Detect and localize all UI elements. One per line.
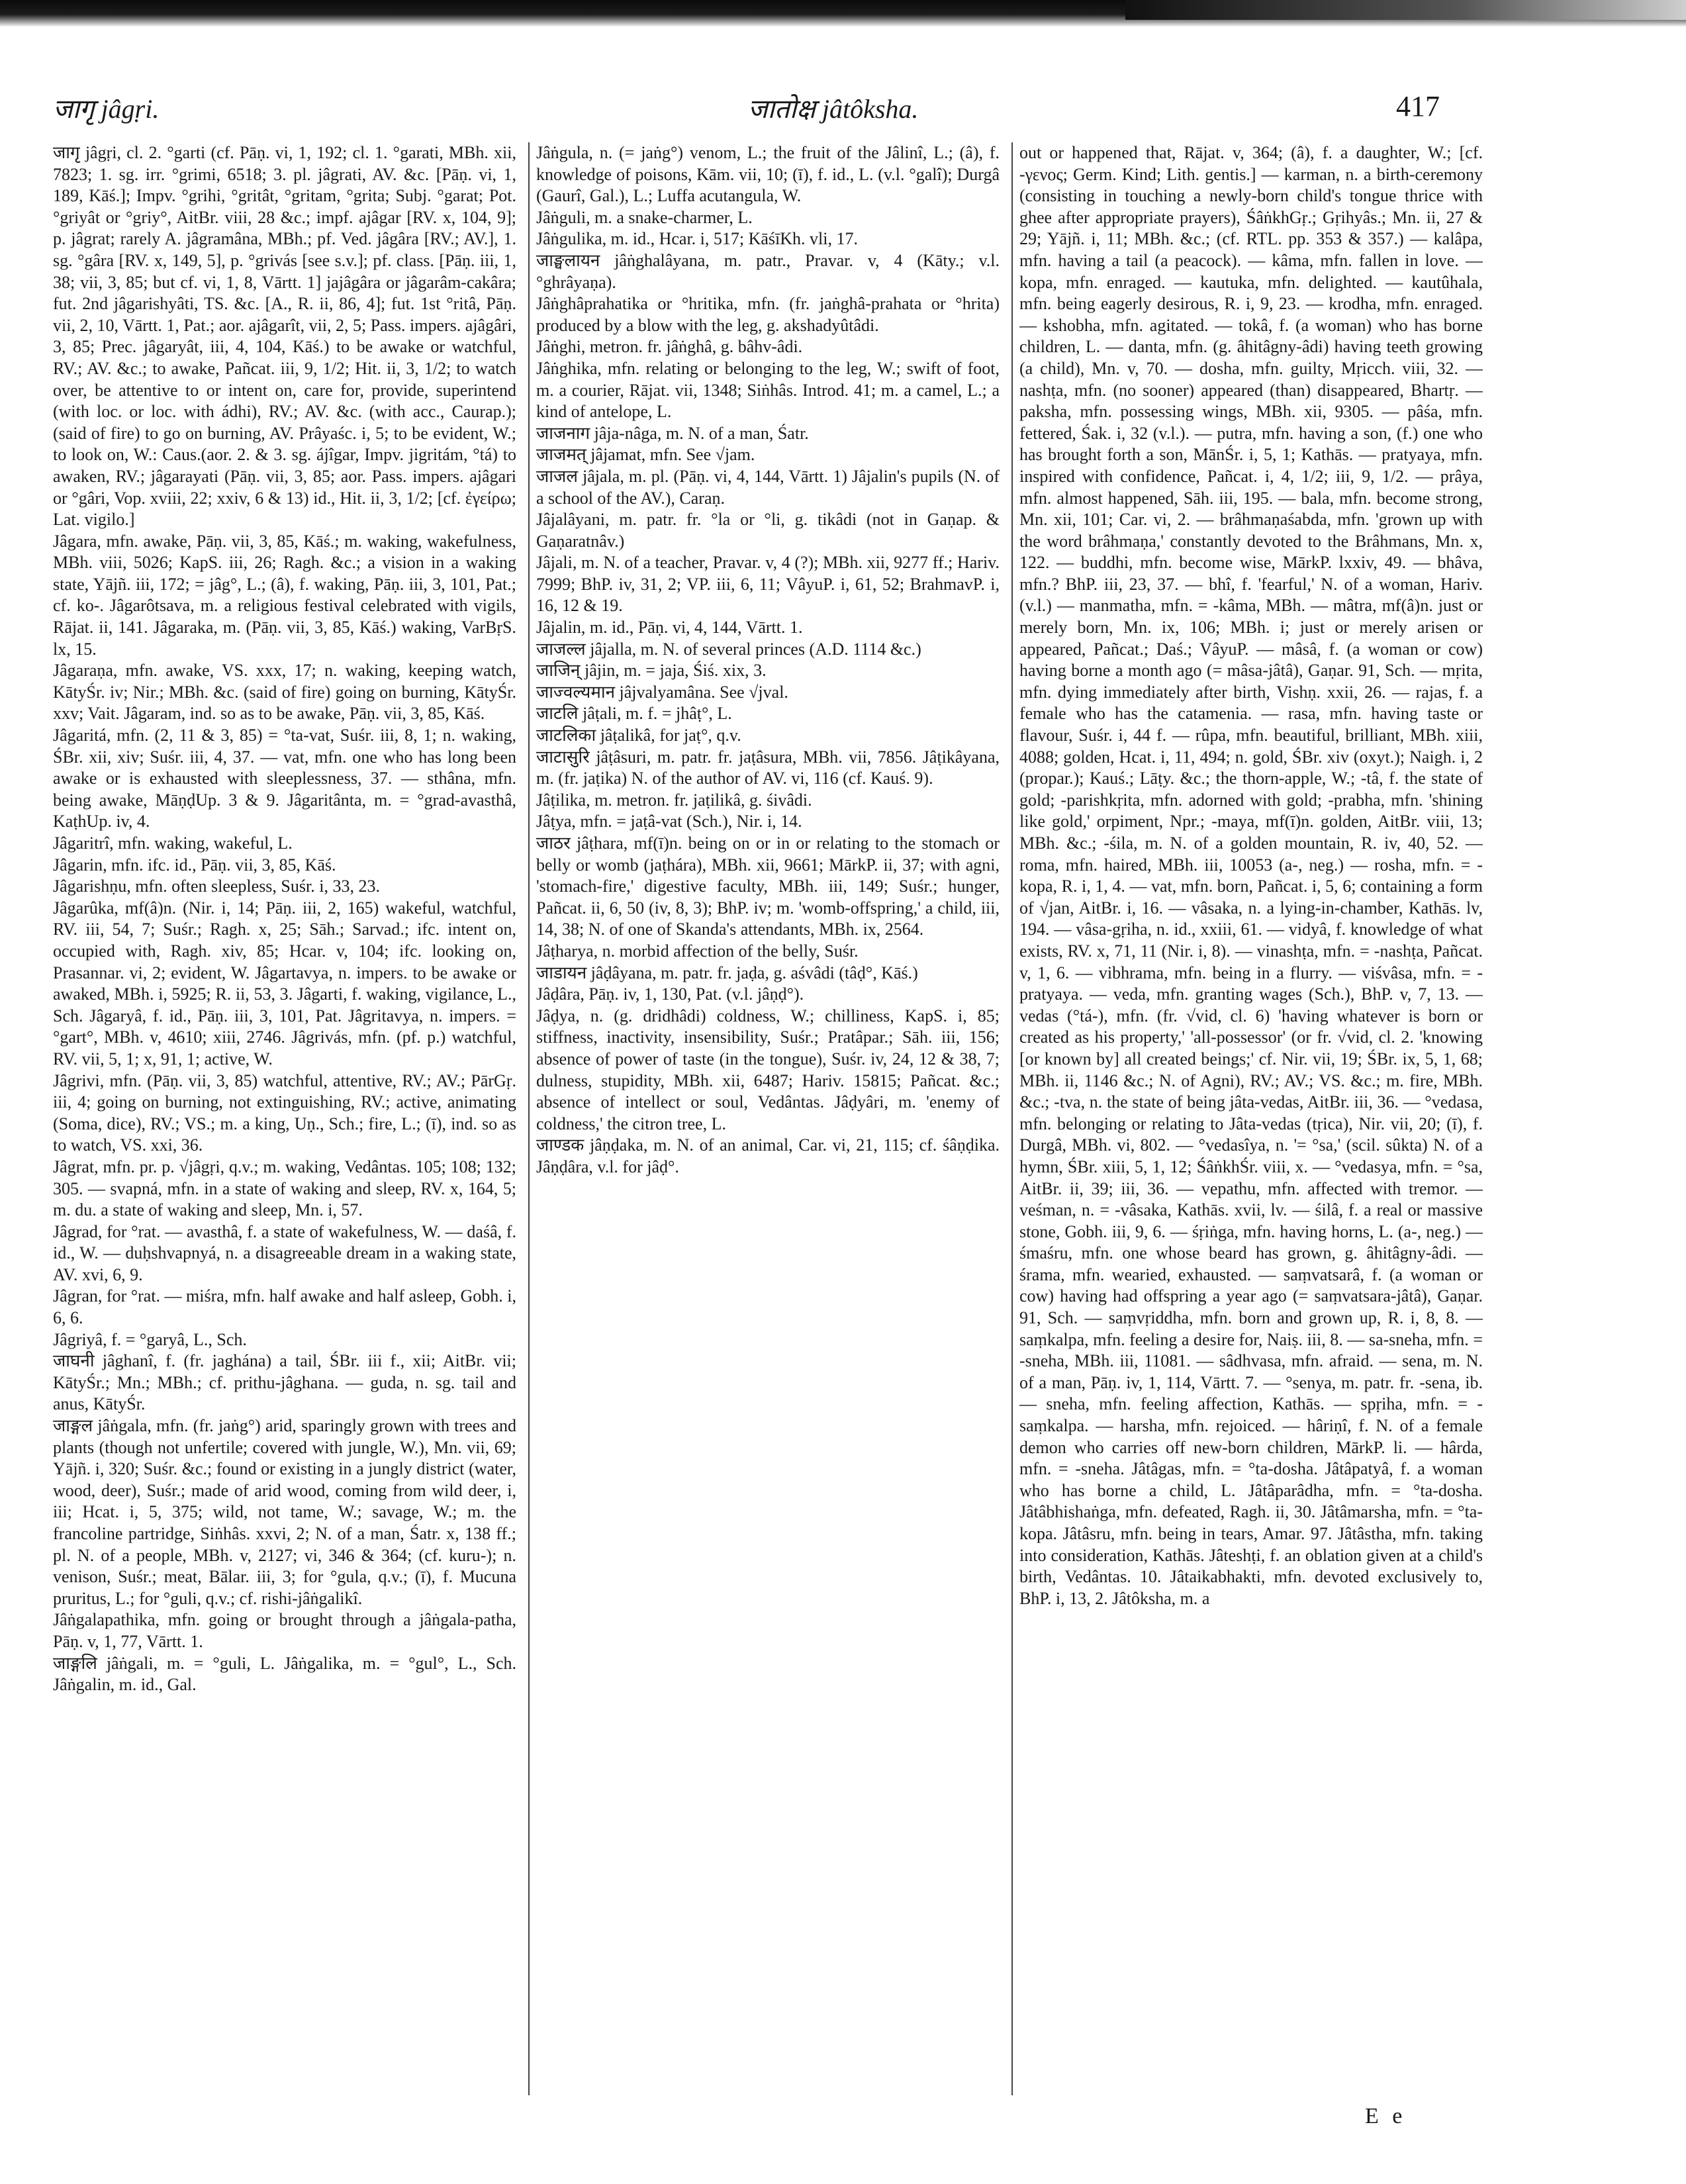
dictionary-entry: जाटलि jâṭali, m. f. = jhâṭ°, L. — [536, 704, 732, 724]
dictionary-entry: जाजिन् jâjin, m. = jaja, Śiś. xix, 3. — [536, 661, 767, 681]
dictionary-entry: जाघनी jâghanî, f. (fr. jaghána) a tail, ŚBr. iii f., xii; AitBr. vii; KātyŚr.; Mn.; MBh.; cf. prithu-jâghana. — guda, n. sg. tail and anus, KātyŚr. — [53, 1351, 516, 1414]
dictionary-entry: जाजल्ल jâjalla, m. N. of several princes (A.D. 1114 &c.) — [536, 639, 921, 659]
dictionary-entry: Jâḍya, n. (g. dridhâdi) coldness, W.; chilliness, KapS. i, 85; stiffness, inactivity, insensibility, Suśr.; Pratâpar.; Sāh. iii, 156; absence of power of taste (in the tongue), Suśr. iv, 24, 12 & 38, 7; dulness, stupidity, MBh. xii, 6487; Hariv. 15815; Pañcat. &c.; absence of intellect or soul, Vedântas. Jâḍyâri, m. 'enemy of coldness,' the citron tree, L. — [536, 1006, 1000, 1133]
dictionary-entry: Jâṭya, mfn. = jaṭâ-vat (Sch.), Nir. i, 14. — [536, 812, 802, 831]
column-1 — [53, 142, 516, 2109]
header-right-guideword: जातोक्ष jâtôksha. — [748, 94, 919, 124]
dictionary-entry: जाटलिका jâṭalikâ, for jaṭ°, q.v. — [536, 726, 741, 745]
header-left-guideword: जागृ jâgṛi. — [53, 94, 160, 124]
dictionary-entry: जाठर jâṭhara, mf(ī)n. being on or in or relating to the stomach or belly or womb (jaṭhára), MBh. xii, 9661; MārkP. ii, 37; with agni, 'stomach-fire,' digestive faculty, MBh. iii, 149; Suśr.; hunger, Pañcat. ii, 6, 50 (iv, 8, 3); BhP. iv; m. 'womb-offspring,' a child, iii, 14, 38; N. of one of Skanda's attendants, MBh. ix, 2564. — [536, 833, 1000, 939]
signature-mark: E e — [1365, 2104, 1407, 2128]
dictionary-entry: Jâṅghi, metron. fr. jâṅghâ, g. bâhv-âdi. — [536, 337, 803, 357]
dictionary-entry: Jâgaraṇa, mfn. awake, VS. xxx, 17; n. waking, keeping watch, KātyŚr. iv; Nir.; MBh. &c. (said of fire) going on burning, KātyŚr. xxv; Vait. Jâgaram, ind. so as to be awake, Pāṇ. vii, 3, 85, Kāś. — [53, 661, 516, 724]
dictionary-entry: Jâgaritá, mfn. (2, 11 & 3, 85) = °ta-vat, Suśr. iii, 8, 1; n. waking, ŚBr. xii, xiv; Suśr. iii, 4, 37. — vat, mfn. one who has long been awake or is exhausted with sleeplessness, 37. — sthâna, mfn. being awake, MāṇḍUp. 3 & 9. Jâgaritânta, m. = °grad-avasthâ, KaṭhUp. iv, 4. — [53, 726, 516, 831]
dictionary-entry: Jâḍâra, Pāṇ. iv, 1, 130, Pat. (v.l. jâṇḍ°). — [536, 984, 804, 1004]
dictionary-entry: Jâgarishṇu, mfn. often sleepless, Suśr. i, 33, 23. — [53, 877, 380, 896]
dictionary-entry: Jâṅgalapathika, mfn. going or brought through a jâṅgala-patha, Pāṇ. v, 1, 77, Vārtt. 1. — [53, 1610, 516, 1651]
dictionary-entry: जाजल jâjala, m. pl. (Pāṇ. vi, 4, 144, Vārtt. 1) Jâjalin's pupils (N. of a school of the AV.), Caraṇ. — [536, 466, 1000, 508]
dictionary-entry: Jâgran, for °rat. — miśra, mfn. half awake and half asleep, Gobh. i, 6, 6. — [53, 1286, 516, 1328]
dictionary-columns — [53, 142, 1483, 2109]
column-2 — [536, 142, 1000, 2109]
dictionary-entry: Jâṭharya, n. morbid affection of the belly, Suśr. — [536, 941, 859, 961]
dictionary-entry: जाटासुरि jâṭâsuri, m. patr. fr. jaṭâsura, MBh. vii, 7856. Jâṭikâyana, m. (fr. jaṭika) N. of the author of AV. vi, 116 (cf. Kauś. 9). — [536, 747, 1000, 788]
dictionary-entry: जाण्डक jâṇḍaka, m. N. of an animal, Car. vi, 21, 115; cf. śâṇḍika. Jâṇḍâra, v.l. for jâḍ°. — [536, 1135, 1000, 1176]
dictionary-entry: जाङ्घलायन jâṅghalâyana, m. patr., Pravar. v, 4 (Kāty.; v.l. °ghrâyaṇa). — [536, 250, 1000, 292]
dictionary-entry: Jâṅghâprahatika or °hritika, mfn. (fr. jaṅghâ-prahata or °hrita) produced by a blow with the leg, g. akshadyûtâdi. — [536, 294, 1000, 335]
dictionary-entry: Jâjali, m. N. of a teacher, Pravar. v, 4 (?); MBh. xii, 9277 ff.; Hariv. 7999; BhP. iv, 31, 2; VP. iii, 6, 11; VâyuP. i, 61, 52; BrahmavP. i, 16, 12 & 19. — [536, 553, 1000, 616]
dictionary-entry: Jâṅgula, n. (= jaṅg°) venom, L.; the fruit of the Jâlinî, L.; (â), f. knowledge of poisons, Kām. vii, 10; (ī), f. id., L. (v.l. °galî); Durgâ (Gaurî, Gal.), L.; Luffa acutangula, W. — [536, 143, 1000, 206]
dictionary-entry: जागृ jâgṛi, cl. 2. °garti (cf. Pāṇ. vi, 1, 192; cl. 1. °garati, MBh. xii, 7823; 1. sg. irr. °grimi, 6518; 3. pl. jâgrati, AV. &c. [Pāṇ. vi, 1, 189, Kāś.]; Impv. °grihi, °gritât, °gritam, °grita; Subj. °garat; Pot. °griyât or °griy°, AitBr. viii, 28 &c.; impf. ajâgar [RV. x, 104, 9]; p. jâgrat; rarely A. jâgramâna, MBh.; pf. Ved. jâgâra [RV.; AV.], 1. sg. °gâra [RV. x, 149, 5], p. °grivás [see s.v.]; pf. class. [Pāṇ. iii, 1, 38; vii, 3, 85; but cf. vi, 1, 8, Vārtt. 1] jajâgâra or jâgarâm-cakâra; fut. 2nd jâgarishyâti, TS. &c. [A., R. ii, 86, 4]; fut. 1st °ritâ, Pāṇ. vii, 2, 10, Vārtt. 1, Pat.; aor. ajâgarît, vii, 2, 5; Pass. impers. ajâgâri, 3, 85; Prec. jâgaryât, iii, 4, 104, Kāś.) to be awake or watchful, RV.; AV. &c.; to awake, Pañcat. iii, 9, 1/2; Hit. ii, 3, 1/2; to watch over, be attentive to or intent on, care for, provide, superintend (with loc. or loc. with ádhi), RV.; AV. &c. (with acc., Caurap.); (said of fire) to go on burning, AV. Prâyaśc. i, 5; to be evident, W.; to look on, W.: Caus.(aor. 2. & 3. sg. ájîgar, Impv. jigritám, °tá) to awaken, RV.; jâgarayati (Pāṇ. vii, 3, 85; aor. Pass. impers. ajâgari or °gâri, Vop. xviii, 22; xxiv, 6 & 13) id., Hit. ii, 3, 1/2; [cf. ἐγείρω; Lat. vigilo.] — [53, 143, 516, 530]
dictionary-entry: Jâṭilika, m. metron. fr. jaṭilikâ, g. śivâdi. — [536, 790, 812, 810]
page-header — [53, 89, 1440, 136]
dictionary-entry: out or happened that, Rājat. v, 364; (â), f. a daughter, W.; [cf. -γενος; Germ. Kind; Lith. gentis.] — karman, n. a birth-ceremony (consisting in touching a newly-born child's tongue thrice with ghee after appropriate prayers), ŚâṅkhGṛ.; Gṛihyâs.; Mn. ii, 27 & 29; Yājñ. i, 11; MBh. &c.; (cf. RTL. pp. 353 & 357.) — kalâpa, mfn. having a tail (a peacock). — kâma, mfn. fallen in love. — kopa, mfn. enraged. — kautuka, mfn. delighted. — kautûhala, mfn. being eagerly desirous, R. i, 9, 23. — krodha, mfn. enraged. — kshobha, mfn. agitated. — tokâ, f. (a woman) who has borne children, L. — danta, mfn. (g. âhitâgny-âdi) having teeth growing (a child), Mn. v, 70. — dosha, mfn. guilty, Mṛicch. viii, 32. — nashṭa, mfn. (no sooner) appeared (than) disappeared, Bhartṛ. — paksha, mfn. possessing wings, MBh. xii, 9305. — pâśa, mfn. fettered, Śak. i, 32 (v.l.). — putra, mfn. having a son, (f.) one who has brought forth a son, MānŚr. i, 5, 1; Kathās. — pratyaya, mfn. inspired with confidence, Pañcat. i, 4, 1/2; iii, 9, 1/2. — prâya, mfn. almost happened, Sāh. iii, 195. — bala, mfn. become strong, Mn. xii, 101; Car. vi, 2. — brâhmaṇaśabda, mfn. 'grown up with the word brâhmaṇa,' constantly devoted to the Brâhmans, Mn. x, 122. — buddhi, mfn. become wise, MārkP. lxxiv, 49. — bhâva, mfn.? BhP. iii, 23, 37. — bhî, f. 'fearful,' N. of a woman, Hariv. (v.l.) — manmatha, mfn. = -kâma, MBh. — mâtra, mf(â)n. just or merely born, Mn. ix, 106; MBh. i; just or merely arisen or appeared, Pañcat.; Daś.; VâyuP. — mâsâ, f. (a woman or cow) having borne a month ago (= mâsa-jâtâ), Gaṇar. 91, Sch. — mṛita, mfn. dying immediately after birth, Vishṇ. xxii, 26. — rajas, f. a female who has the catamenia. — rasa, mfn. having taste or flavour, Suśr. i, 44 f. — rûpa, mfn. beautiful, brilliant, MBh. xiii, 4088; golden, Hcat. i, 11, 494; n. gold, ŚBr. xiv (oxyt.); Naigh. i, 2 (propar.); Kauś.; Lāṭy. &c.; the thorn-apple, W.; -tâ, f. the state of gold; -parishkṛita, mfn. adorned with gold; -prabha, mfn. 'shining like gold,' orpiment, Npr.; -maya, mf(ī)n. golden, AitBr. viii, 13; MBh. &c.; -śila, m. N. of a golden mountain, R. iv, 40, 52. — roma, mfn. haired, MBh. iii, 10053 (a-, neg.) — rosha, mfn. = -kopa, R. i, 1, 4. — vat, mfn. born, Pañcat. i, 5, 6; containing a form of √jan, AitBr. i, 16. — vâsaka, n. a lying-in-chamber, Kathās. lv, 194. — vâsa-gṛiha, n. id., xxiii, 61. — vidyâ, f. knowledge of what exists, RV. x, 71, 11 (Nir. i, 8). — vinashṭa, mfn. = -nashṭa, Pañcat. v, 1, 6. — vibhrama, mfn. being in a flurry. — viśvâsa, mfn. = -pratyaya. — veda, mfn. granting wages (Sch.), BhP. v, 7, 13. — vedas (°tá-), mfn. (fr. √vid, cl. 6) 'having whatever is born or created as his property,' 'all-possessor' (or fr. √vid, cl. 2. 'knowing [or known by] all created beings;' cf. Nir. vii, 19; ŚBr. ix, 5, 1, 68; MBh. ii, 1146 &c.; N. of Agni), RV.; AV.; VS. &c.; m. fire, MBh. &c.; -tva, n. the state of being jâta-vedas, AitBr. iii, 36. — °vedasa, mfn. belonging or relating to Jâta-vedas (tṛica), Nir. vii, 20; (ī), f. Durgâ, MBh. vi, 802. — °vedasîya, n. '= °sa,' (scil. sûkta) N. of a hymn, ŚBr. xiii, 5, 1, 12; ŚâṅkhŚr. viii, x. — °vedasya, mfn. = °sa, AitBr. ii, 39; iii, 36. — vepathu, mfn. affected with tremor. — veśman, n. = -vâsaka, Kathās. xvii, lv. — śilâ, f. a real or massive stone, Gobh. iii, 9, 6. — śṛiṅga, mfn. having horns, L. (a-, neg.) — śmaśru, mfn. one whose beard has grown, g. âhitâgny-âdi. — śrama, mfn. wearied, exhausted. — saṃvatsarâ, f. (a woman or cow) having had offspring a year ago (= saṃvatsara-jâtâ), Gaṇar. 91, Sch. — saṃvṛiddha, mfn. born and grown up, R. i, 8, 8. — saṃkalpa, mfn. feeling a desire for, Naiṣ. iii, 8. — sa-sneha, mfn. = -sneha, MBh. iii, 11081. — sâdhvasa, mfn. afraid. — sena, m. N. of a man, Pāṇ. iv, 1, 114, Vārtt. 7. — °senya, m. patr. fr. -sena, ib. — sneha, mfn. feeling affection, Kathās. — spṛiha, mfn. = -saṃkalpa. — harsha, mfn. rejoiced. — hâriṇî, f. N. of a female demon who carries off new-born children, MārkP. li. — hârda, mfn. = -sneha. Jâtâgas, mfn. = °ta-dosha. Jâtâpatyâ, f. a woman who has borne a child, L. Jâtâparâdha, mfn. = °ta-dosha. Jâtâbhishaṅga, mfn. defeated, Ragh. ii, 30. Jâtâmarsha, mfn. = °ta-kopa. Jâtâsru, mfn. being in tears, Amar. 97. Jâtâstha, mfn. taking into consideration, Kathās. Jâteshṭi, f. an oblation given at a child's birth, Vedântas. 10. Jâtaikabhakti, mfn. devoted exclusively to, BhP. i, 13, 2. Jâtôksha, m. a — [1019, 143, 1483, 1608]
dictionary-entry: Jâgrad, for °rat. — avasthâ, f. a state of wakefulness, W. — daśâ, f. id., W. — duḥshvapnyá, n. a disagreeable dream in a waking state, AV. xvi, 6, 9. — [53, 1221, 516, 1284]
dictionary-entry: Jâgrat, mfn. pr. p. √jâgṛi, q.v.; m. waking, Vedântas. 105; 108; 132; 305. — svapná, mfn. in a state of waking and sleep, RV. x, 164, 5; m. du. a state of waking and sleep, Mn. i, 57. — [53, 1157, 516, 1220]
scan-edge-shadow — [1125, 0, 1686, 20]
dictionary-entry: Jâgriyâ, f. = °garyâ, L., Sch. — [53, 1329, 247, 1349]
dictionary-entry: जाङ्गलि jâṅgali, m. = °guli, L. Jâṅgalika, m. = °gul°, L., Sch. Jâṅgalin, m. id., Gal. — [53, 1653, 516, 1695]
dictionary-entry: जाङ्गल jâṅgala, mfn. (fr. jaṅg°) arid, sparingly grown with trees and plants (though not unfertile; covered with jungle, W.), Mn. vii, 69; Yājñ. i, 320; Suśr. &c.; found or existing in a jungly district (water, wood, deer), Suśr.; made of arid wood, coming from wild deer, i, iii; Hcat. i, 5, 375; wild, not tame, W.; savage, W.; m. the francoline partridge, Siṅhâs. xxvi, 2; N. of a man, Śatr. x, 138 ff.; pl. N. of a people, MBh. v, 2127; vi, 346 & 364; (cf. kuru-); n. venison, Suśr.; meat, Bālar. iii, 3; for °gula, q.v.; (ī), f. Mucuna pruritus, L.; for °guli, q.v.; cf. rishi-jâṅgalikî. — [53, 1416, 516, 1608]
dictionary-entry: Jâgarûka, mf(â)n. (Nir. i, 14; Pāṇ. iii, 2, 165) wakeful, watchful, RV. iii, 54, 7; Suśr.; Ragh. x, 25; Sāh.; Sarvad.; ifc. intent on, occupied with, Ragh. xiv, 85; Hcar. v, 104; ifc. looking on, Prasannar. vi, 2; evident, W. Jâgartavya, n. impers. to be awake or awaked, MBh. i, 5925; R. ii, 53, 3. Jâgarti, f. waking, vigilance, L., Sch. Jâgaryâ, f. id., Pāṇ. iii, 3, 101, Pat. Jâgritavya, n. impers. = °gart°, MBh. v, 4610; xiii, 2746. Jâgrivás, mfn. (pf. p.) watchful, RV. vii, 5, 1; x, 91, 1; active, W. — [53, 898, 516, 1068]
dictionary-entry: Jâṅgulika, m. id., Hcar. i, 517; KāśīKh. vli, 17. — [536, 229, 859, 249]
dictionary-entry: जाज्वल्यमान jâjvalyamâna. See √jval. — [536, 682, 788, 702]
dictionary-entry: Jâjalâyani, m. patr. fr. °la or °li, g. tikâdi (not in Gaṇap. & Gaṇaratnâv.) — [536, 510, 1000, 551]
dictionary-entry: Jâṅguli, m. a snake-charmer, L. — [536, 207, 753, 227]
dictionary-entry: जाडायन jâḍâyana, m. patr. fr. jaḍa, g. aśvâdi (tâḍ°, Kāś.) — [536, 963, 918, 982]
dictionary-entry: Jâṅghika, mfn. relating or belonging to the leg, W.; swift of foot, m. a courier, Rājat. vii, 1348; Siṅhâs. Introd. 41; m. a camel, L.; a kind of antelope, L. — [536, 358, 1000, 422]
page-number: 417 — [1396, 90, 1440, 122]
dictionary-entry: Jâjalin, m. id., Pāṇ. vi, 4, 144, Vārtt. 1. — [536, 618, 803, 638]
dictionary-entry: जाजनाग jâja-nâga, m. N. of a man, Śatr. — [536, 423, 809, 443]
dictionary-entry: Jâgarin, mfn. ifc. id., Pāṇ. vii, 3, 85, Kāś. — [53, 855, 336, 875]
dictionary-entry: Jâgrivi, mfn. (Pāṇ. vii, 3, 85) watchful, attentive, RV.; AV.; PārGṛ. iii, 4; going on burning, not extinguishing, RV.; active, animating (Soma, dice), RV.; VS.; m. a king, Uṇ., Sch.; fire, L.; (ī), ind. so as to watch, VS. xxi, 36. — [53, 1070, 516, 1155]
dictionary-entry: Jâgara, mfn. awake, Pāṇ. vii, 3, 85, Kāś.; m. waking, wakefulness, MBh. viii, 5026; KapS. iii, 26; Ragh. &c.; a vision in a waking state, Yājñ. iii, 172; = jâg°, L.; (â), f. waking, Pāṇ. iii, 3, 101, Pat.; cf. ko-. Jâgarôtsava, m. a religious festival celebrated with vigils, Rājat. ii, 141. Jâgaraka, m. (Pāṇ. vii, 3, 85, Kāś.) waking, VarBṛS. lx, 15. — [53, 531, 516, 659]
column-3 — [1019, 142, 1483, 2109]
dictionary-entry: Jâgaritrî, mfn. waking, wakeful, L. — [53, 833, 293, 853]
dictionary-entry: जाजमत् jâjamat, mfn. See √jam. — [536, 445, 755, 465]
